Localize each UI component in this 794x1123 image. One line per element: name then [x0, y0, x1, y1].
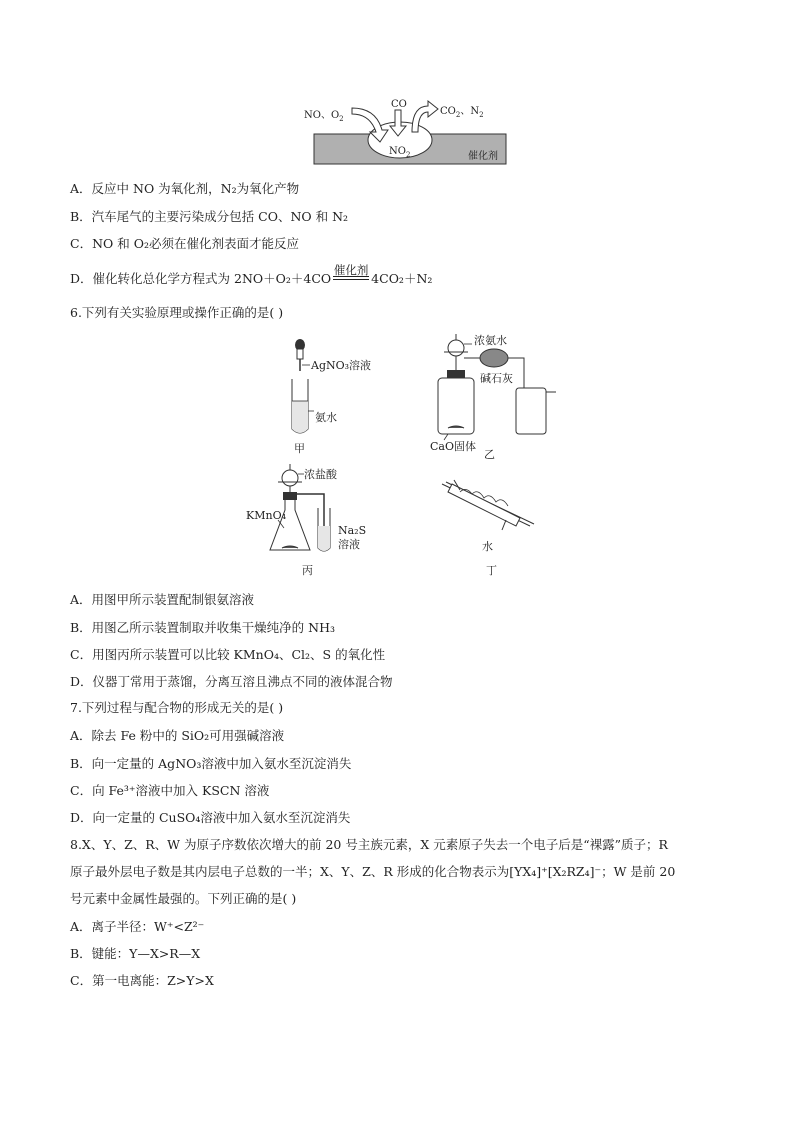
svg-text:催化剂: 催化剂 — [468, 151, 498, 162]
q6-option-d: D．仪器丁常用于蒸馏，分离互溶且沸点不同的液体混合物 — [70, 674, 393, 689]
output-arrow — [412, 101, 438, 132]
svg-text:碱石灰: 碱石灰 — [480, 372, 513, 385]
svg-text:甲: 甲 — [294, 442, 305, 455]
q8-stem-line3: 号元素中金属性最强的。下列正确的是( ) — [70, 891, 297, 906]
apparatus-ding — [430, 478, 540, 578]
q6-option-a: A．用图甲所示装置配制银氨溶液 — [70, 592, 255, 607]
q6-option-c: C．用图丙所示装置可以比较 KMnO₄、Cl₂、S 的氧化性 — [70, 647, 386, 662]
catalytic-converter-diagram — [300, 96, 510, 166]
svg-text:乙: 乙 — [484, 448, 495, 460]
q5-option-d: D．催化转化总化学方程式为 2NO＋O₂＋4CO 催化剂 4CO₂＋N₂ — [70, 263, 433, 286]
reaction-condition: 催化剂 — [333, 271, 369, 287]
q7-option-b: B．向一定量的 AgNO₃溶液中加入氨水至沉淀消失 — [70, 756, 352, 771]
q7-option-a: A．除去 Fe 粉中的 SiO₂可用强碱溶液 — [70, 728, 285, 743]
q5-option-c: C．NO 和 O₂必须在催化剂表面才能反应 — [70, 236, 299, 251]
q8-stem-line2: 原子最外层电子数是其内层电子总数的一半；X、Y、Z、R 形成的化合物表示为[YX₄]⁺[X₂RZ₄]⁻；W 是前 20 — [70, 864, 676, 879]
svg-text:水: 水 — [482, 540, 493, 553]
q6-option-b: B．用图乙所示装置制取并收集干燥纯净的 NH₃ — [70, 620, 336, 635]
q8-option-b: B．键能：Y—X>R—X — [70, 946, 201, 961]
svg-text:氨水: 氨水 — [315, 411, 337, 424]
svg-text:丁: 丁 — [486, 564, 497, 577]
apparatus-bing — [240, 462, 380, 580]
svg-text:浓盐酸: 浓盐酸 — [304, 468, 337, 481]
svg-text:溶液: 溶液 — [338, 538, 360, 551]
apparatus-yi — [420, 330, 570, 460]
q5-option-b: B．汽车尾气的主要污染成分包括 CO、NO 和 N₂ — [70, 209, 349, 224]
svg-text:CO: CO — [391, 99, 407, 110]
svg-text:AgNO₃溶液: AgNO₃溶液 — [311, 359, 372, 372]
svg-text:浓氨水: 浓氨水 — [474, 334, 507, 347]
apparatus-jia — [280, 335, 390, 460]
svg-text:KMnO₄: KMnO₄ — [246, 509, 286, 522]
q8-option-c: C．第一电离能：Z>Y>X — [70, 973, 214, 988]
q8-option-a: A．离子半径：W⁺<Z²⁻ — [70, 919, 205, 934]
q5-option-a: A．反应中 NO 为氧化剂，N₂为氧化产物 — [70, 181, 300, 196]
svg-text:CaO固体: CaO固体 — [430, 440, 476, 453]
q7-stem: 7.下列过程与配合物的形成无关的是( ) — [70, 700, 284, 715]
svg-text:NO、O2: NO、$O_2$ — [304, 110, 344, 123]
svg-text:丙: 丙 — [302, 564, 313, 577]
q7-option-d: D．向一定量的 CuSO₄溶液中加入氨水至沉淀消失 — [70, 810, 351, 825]
svg-text:NO2: $NO_2$ — [389, 146, 411, 159]
q8-stem-line1: 8.X、Y、Z、R、W 为原子序数依次增大的前 20 号主族元素，X 元素原子失去一个电子后是“裸露”质子；R — [70, 837, 668, 852]
q7-option-c: C．向 Fe³⁺溶液中加入 KSCN 溶液 — [70, 783, 270, 798]
q6-stem: 6.下列有关实验原理或操作正确的是( ) — [70, 305, 284, 320]
svg-text:Na₂S: Na₂S — [338, 524, 367, 537]
svg-text:CO2、N2: $CO_2$、$N_2$ — [440, 106, 484, 119]
